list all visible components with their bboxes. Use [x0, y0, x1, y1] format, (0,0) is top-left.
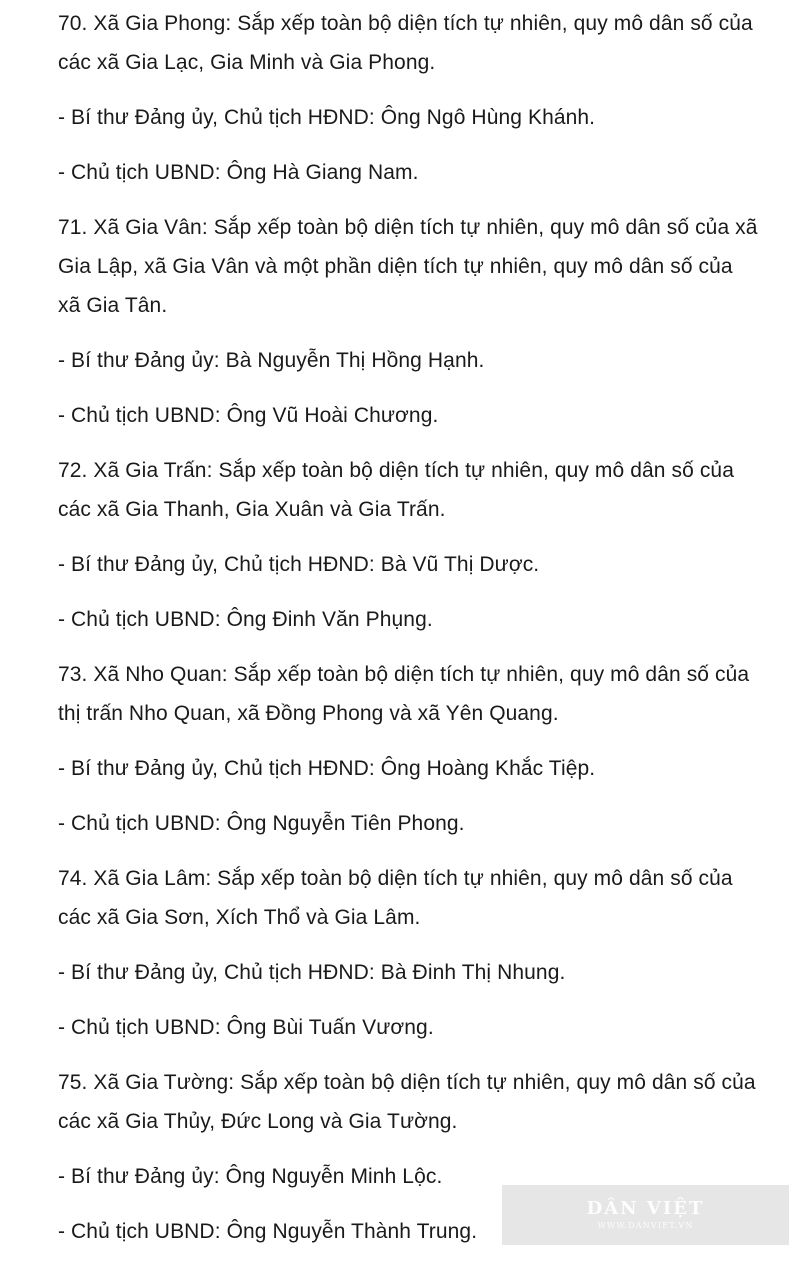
commune-74-chairman: - Chủ tịch UBND: Ông Bùi Tuấn Vương. — [58, 1016, 434, 1039]
commune-71-party-secretary: - Bí thư Đảng ủy: Bà Nguyễn Thị Hồng Hạnh. — [58, 349, 485, 372]
commune-75-chairman: - Chủ tịch UBND: Ông Nguyễn Thành Trung. — [58, 1220, 478, 1243]
commune-72-party-secretary: - Bí thư Đảng ủy, Chủ tịch HĐND: Bà Vũ Thị Dược. — [58, 553, 540, 576]
commune-70-description: 70. Xã Gia Phong: Sắp xếp toàn bộ diện tích tự nhiên, quy mô dân số của các xã Gia Lạc, Gia Minh và Gia Phong. — [58, 12, 753, 74]
commune-72-chairman: - Chủ tịch UBND: Ông Đinh Văn Phụng. — [58, 608, 433, 631]
commune-73-description: 73. Xã Nho Quan: Sắp xếp toàn bộ diện tích tự nhiên, quy mô dân số của thị trấn Nho Quan, xã Đồng Phong và xã Yên Quang. — [58, 663, 750, 725]
danviet-watermark — [502, 1185, 789, 1245]
commune-74-description: 74. Xã Gia Lâm: Sắp xếp toàn bộ diện tích tự nhiên, quy mô dân số của các xã Gia Sơn, Xích Thổ và Gia Lâm. — [58, 867, 733, 929]
commune-73-party-secretary: - Bí thư Đảng ủy, Chủ tịch HĐND: Ông Hoàng Khắc Tiệp. — [58, 757, 596, 780]
document-body — [58, 4, 758, 1267]
commune-74-party-secretary: - Bí thư Đảng ủy, Chủ tịch HĐND: Bà Đinh Thị Nhung. — [58, 961, 566, 984]
commune-73-chairman: - Chủ tịch UBND: Ông Nguyễn Tiên Phong. — [58, 812, 465, 835]
commune-72-description: 72. Xã Gia Trấn: Sắp xếp toàn bộ diện tích tự nhiên, quy mô dân số của các xã Gia Thanh, Gia Xuân và Gia Trấn. — [58, 459, 734, 521]
commune-70-party-secretary: - Bí thư Đảng ủy, Chủ tịch HĐND: Ông Ngô Hùng Khánh. — [58, 106, 596, 129]
commune-75-party-secretary: - Bí thư Đảng ủy: Ông Nguyễn Minh Lộc. — [58, 1165, 443, 1188]
watermark-url: WWW.DANVIET.VN — [597, 1221, 694, 1230]
commune-70-chairman: - Chủ tịch UBND: Ông Hà Giang Nam. — [58, 161, 419, 184]
commune-71-description: 71. Xã Gia Vân: Sắp xếp toàn bộ diện tích tự nhiên, quy mô dân số của xã Gia Lập, xã Gia Vân và một phần diện tích tự nhiên, quy mô dân số của xã Gia Tân. — [58, 216, 758, 317]
watermark-logo: DÂN VIỆT — [586, 1198, 705, 1219]
commune-71-chairman: - Chủ tịch UBND: Ông Vũ Hoài Chương. — [58, 404, 439, 427]
commune-75-description: 75. Xã Gia Tường: Sắp xếp toàn bộ diện tích tự nhiên, quy mô dân số của các xã Gia Thủy, Đức Long và Gia Tường. — [58, 1071, 756, 1133]
